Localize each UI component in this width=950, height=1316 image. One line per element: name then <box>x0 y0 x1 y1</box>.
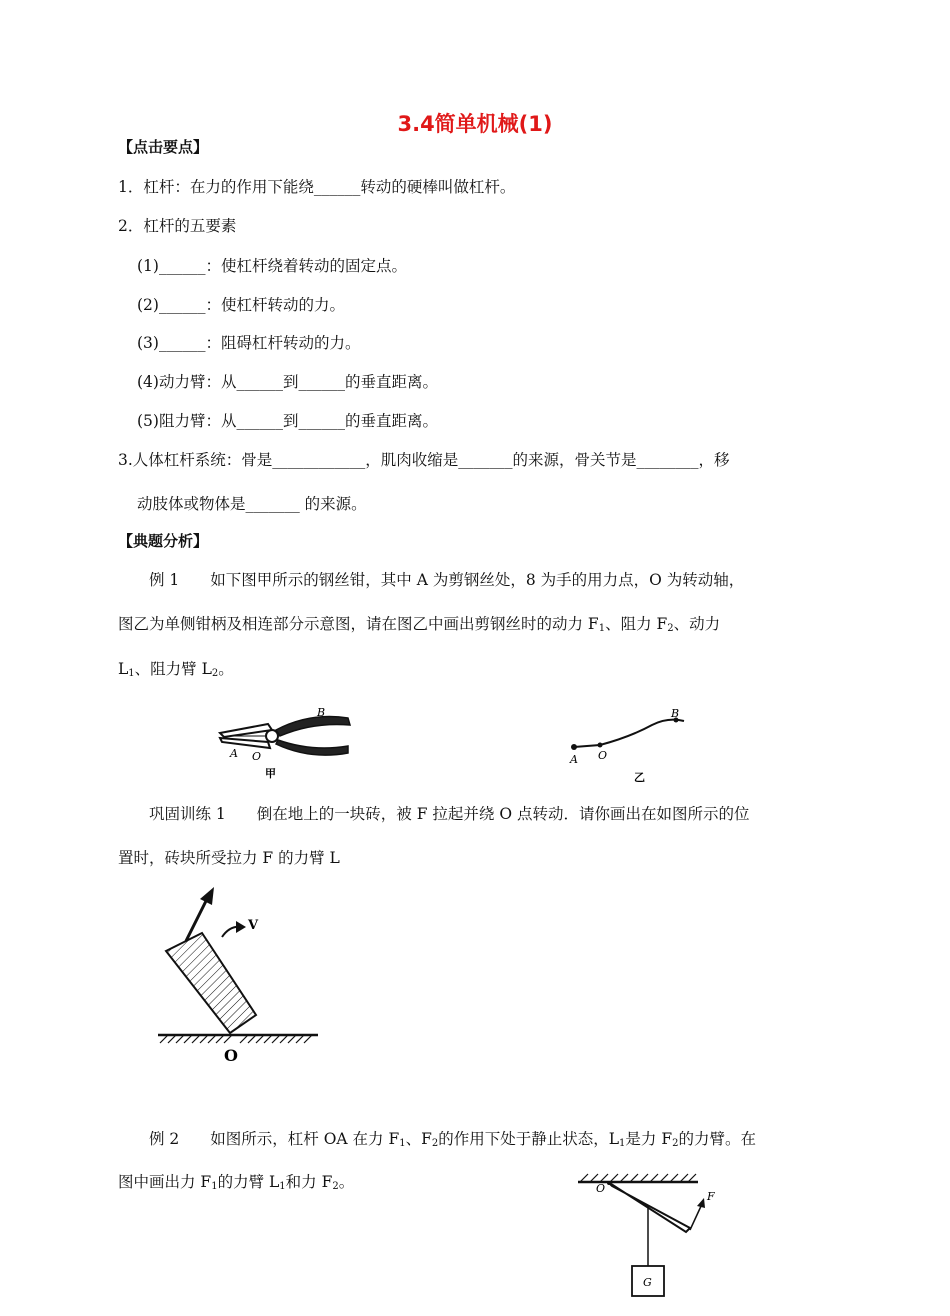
example-1-line-1: 例 1 如下图甲所示的钢丝钳，其中 A 为剪钢丝处，8 为手的用力点，O 为转动轴， <box>149 571 745 589</box>
example-2-line-2: 图中画出力 $F_1$的力臂 $L_1$和力 $F_2$。 <box>118 1173 355 1192</box>
question-3-line-1: 3.人体杠杆系统：骨是____________，肌肉收缩是_______的来源，骨关节是________，移 <box>118 451 730 469</box>
sketch-caption: 乙 <box>634 771 645 784</box>
question-2: 2．杠杆的五要素 <box>118 217 237 235</box>
training-1-line-1: 巩固训练 1 倒在地上的一块砖，被 F 拉起并绕 O 点转动．请你画出在如图所示的位 <box>149 805 750 823</box>
brick-label-v: V <box>248 918 259 933</box>
brick-label-o: O <box>224 1046 238 1065</box>
question-2-item-4: (4)动力臂：从______到______的垂直距离。 <box>137 373 438 391</box>
pliers-figure <box>210 700 370 780</box>
hanging-label-f: F <box>707 1190 715 1203</box>
example-1-line-2: 图乙为单侧钳柄及相连部分示意图，请在图乙中画出剪钢丝时的动力 $F_1$、阻力 $F_2$、动力 <box>118 615 721 634</box>
example-1-line-3: $L_1$、阻力臂 $L_2$。 <box>118 660 234 679</box>
hanging-label-g: G <box>643 1276 652 1289</box>
page-title: 3.4简单机械(1) <box>397 112 553 136</box>
question-3-line-2: 动肢体或物体是_______ 的来源。 <box>137 495 367 513</box>
question-2-item-2: (2)______：使杠杆转动的力。 <box>137 296 345 314</box>
section-key-points: 【点击要点】 <box>118 138 209 156</box>
pliers-label-o: O <box>252 750 262 763</box>
section-examples: 【典题分析】 <box>118 532 209 550</box>
brick-figure <box>150 885 330 1065</box>
question-2-item-5: (5)阻力臂：从______到______的垂直距离。 <box>137 412 438 430</box>
hanging-label-o: O <box>596 1182 606 1195</box>
training-1-line-2: 置时，砖块所受拉力 F 的力臂 L <box>118 849 340 867</box>
sketch-label-a: A <box>570 753 578 766</box>
pliers-caption: 甲 <box>265 767 276 780</box>
question-1: 1．杠杆：在力的作用下能绕______转动的硬棒叫做杠杆。 <box>118 178 516 196</box>
question-2-item-1: (1)______：使杠杆绕着转动的固定点。 <box>137 257 407 275</box>
lever-sketch-figure <box>560 705 710 785</box>
sketch-label-b: B <box>671 707 680 720</box>
example-2-line-1: 例 2 如图所示，杠杆 OA 在力 $F_1$、$F_2$的作用下处于静止状态，$L_1$是力 $F_2$的力臂。在 <box>149 1130 756 1149</box>
hanging-lever-figure <box>572 1170 732 1310</box>
pliers-label-b: B <box>317 706 326 719</box>
question-2-item-3: (3)______：阻碍杠杆转动的力。 <box>137 334 361 352</box>
sketch-label-o: O <box>598 749 608 762</box>
pliers-label-a: A <box>230 747 238 760</box>
